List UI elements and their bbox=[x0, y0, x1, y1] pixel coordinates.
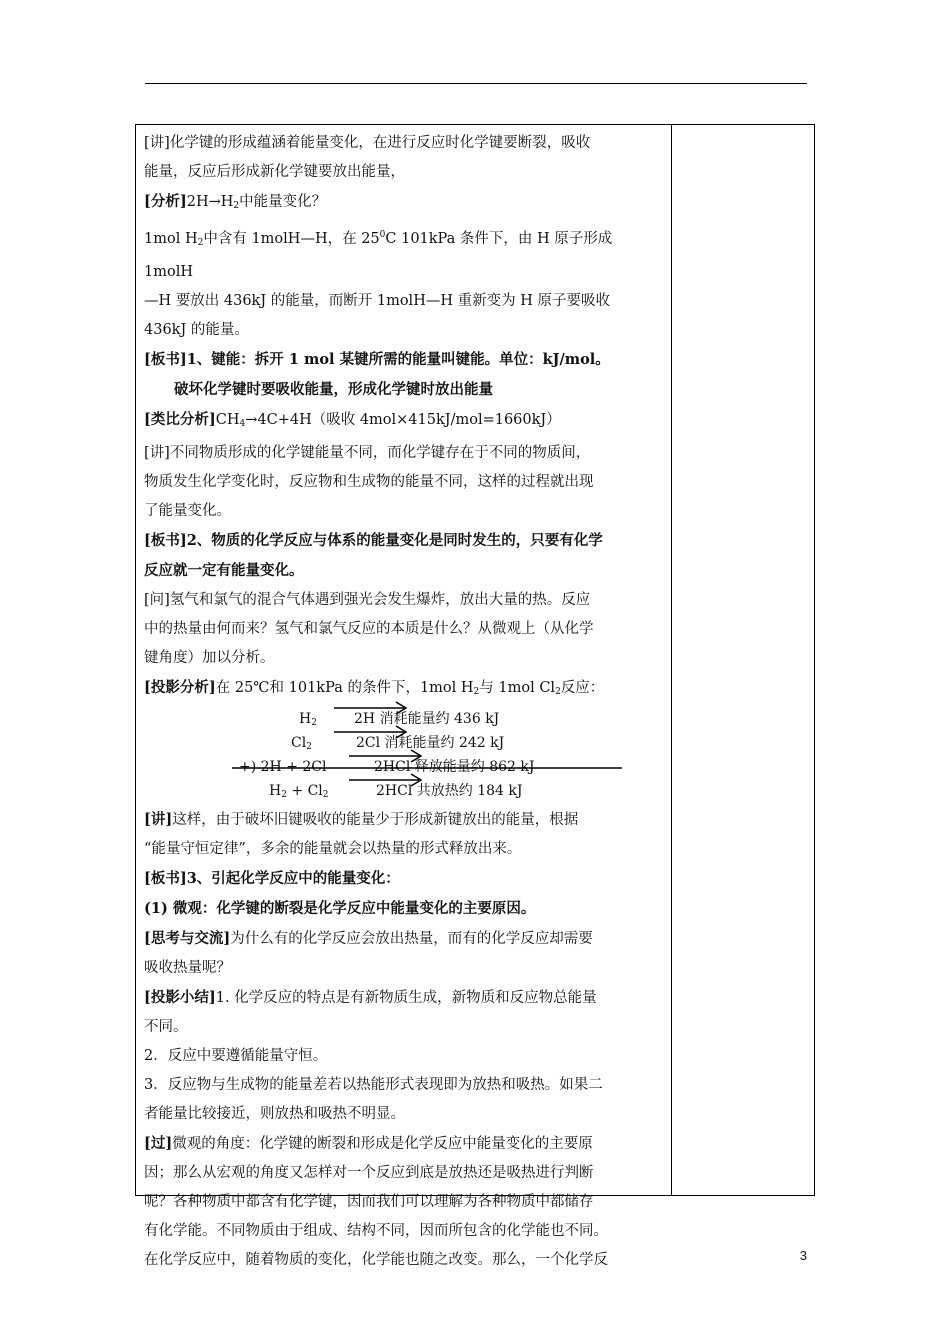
text-line: 436kJ 的能量。 bbox=[144, 321, 249, 338]
text-line: 键角度）加以分析。 bbox=[144, 649, 275, 666]
equation-h2: $H_2$ 2H 消耗能量约 436 kJ bbox=[144, 707, 664, 731]
text-line: (1) 微观：化学键的断裂是化学反应中能量变化的主要原因。 bbox=[144, 899, 536, 917]
sum-underline bbox=[232, 755, 627, 775]
text-line: 2．反应中要遵循能量守恒。 bbox=[144, 1047, 328, 1064]
text-line: [投影分析]在 25℃和 101kPa 的条件下，1mol $H_2$与 1mol $Cl_2$反应： bbox=[144, 678, 605, 697]
text-line: [讲]化学键的形成蕴涵着能量变化，在进行反应时化学键要断裂，吸收 bbox=[144, 135, 591, 151]
text-line: [板书]1、键能：拆开 1 mol 某键所需的能量叫键能。单位：kJ/mol。 bbox=[144, 350, 610, 368]
text-line: 了能量变化。 bbox=[144, 502, 231, 519]
text-line: 呢？各种物质中都含有化学键，因而我们可以理解为各种物质中都储存 bbox=[144, 1193, 594, 1210]
header-rule bbox=[145, 83, 807, 84]
text-line: [分析]$2H\to H_2$中能量变化？ bbox=[144, 193, 327, 211]
equation-total: $H_2 + Cl_2$ 2HCl 共放热约 184 kJ bbox=[144, 779, 664, 803]
text-line: [投影小结]1. 化学反应的特点是有新物质生成，新物质和反应物总能量 bbox=[144, 988, 597, 1006]
text-line: 能量，反应后形成新化学键要放出能量， bbox=[144, 164, 405, 180]
text-line: [类比分析]$CH_4\to 4C+4H$（吸收 4mol×415kJ/mol=1660kJ） bbox=[144, 410, 561, 429]
text-line: “能量守恒定律”，多余的能量就会以热量的形式释放出来。 bbox=[144, 840, 522, 857]
text-line: 不同。 bbox=[144, 1018, 188, 1035]
text-line: [过]微观的角度：化学键的断裂和形成是化学反应中能量变化的主要原 bbox=[144, 1134, 593, 1152]
equation-cl2: $Cl_2$ 2Cl 消耗能量约 242 kJ bbox=[144, 731, 664, 755]
text-line: 吸收热量呢？ bbox=[144, 959, 231, 976]
text-line: —H 要放出 436kJ 的能量，而断开 1molH—H 重新变为 H 原子要吸收 bbox=[144, 292, 610, 309]
text-line: [板书]2、物质的化学反应与体系的能量变化是同时发生的，只要有化学 bbox=[144, 531, 603, 549]
text-line: [思考与交流]为什么有的化学反应会放出热量，而有的化学反应却需要 bbox=[144, 929, 593, 947]
text-line: 破坏化学键时要吸收能量，形成化学键时放出能量 bbox=[174, 380, 493, 398]
page-number: 3 bbox=[799, 1248, 807, 1263]
text-line: 反应就一定有能量变化。 bbox=[144, 561, 304, 579]
lesson-table bbox=[135, 124, 815, 1268]
text-line: 者能量比较接近，则放热和吸热不明显。 bbox=[144, 1105, 405, 1122]
text-line: 中的热量由何而来？氢气和氯气反应的本质是什么？从微观上（从化学 bbox=[144, 620, 594, 637]
text-line: 因；那么从宏观的角度又怎样对一个反应到底是放热还是吸热进行判断 bbox=[144, 1164, 594, 1181]
text-line: 有化学能。不同物质由于组成、结构不同，因而所包含的化学能也不同。 bbox=[144, 1222, 608, 1239]
text-line: [讲]不同物质形成的化学键能量不同，而化学键存在于不同的物质间， bbox=[144, 444, 591, 461]
text-line: 在化学反应中，随着物质的变化，化学能也随之改变。那么，一个化学反 bbox=[144, 1251, 608, 1268]
text-line: [问]氢气和氯气的混合气体遇到强光会发生爆炸，放出大量的热。反应 bbox=[144, 591, 591, 608]
lesson-content bbox=[144, 129, 664, 1275]
text-line: 3．反应物与生成物的能量差若以热能形式表现即为放热和吸热。如果二 bbox=[144, 1076, 603, 1093]
text-line: [板书]3、引起化学反应中的能量变化： bbox=[144, 869, 400, 887]
text-line: 1mol $H_2$中含有 1molH—H，在 $25^0C$ 101kPa 条件下，由 H 原子形成 1molH bbox=[144, 230, 613, 280]
equation-sum: +) 2H + 2Cl 2HCl 释放能量约 862 kJ bbox=[144, 755, 664, 779]
text-line: 物质发生化学变化时，反应物和生成物的能量不同，这样的过程就出现 bbox=[144, 473, 594, 490]
column-divider bbox=[671, 125, 672, 1195]
text-line: [讲]这样，由于破坏旧键吸收的能量少于形成新键放出的能量，根据 bbox=[144, 810, 579, 828]
